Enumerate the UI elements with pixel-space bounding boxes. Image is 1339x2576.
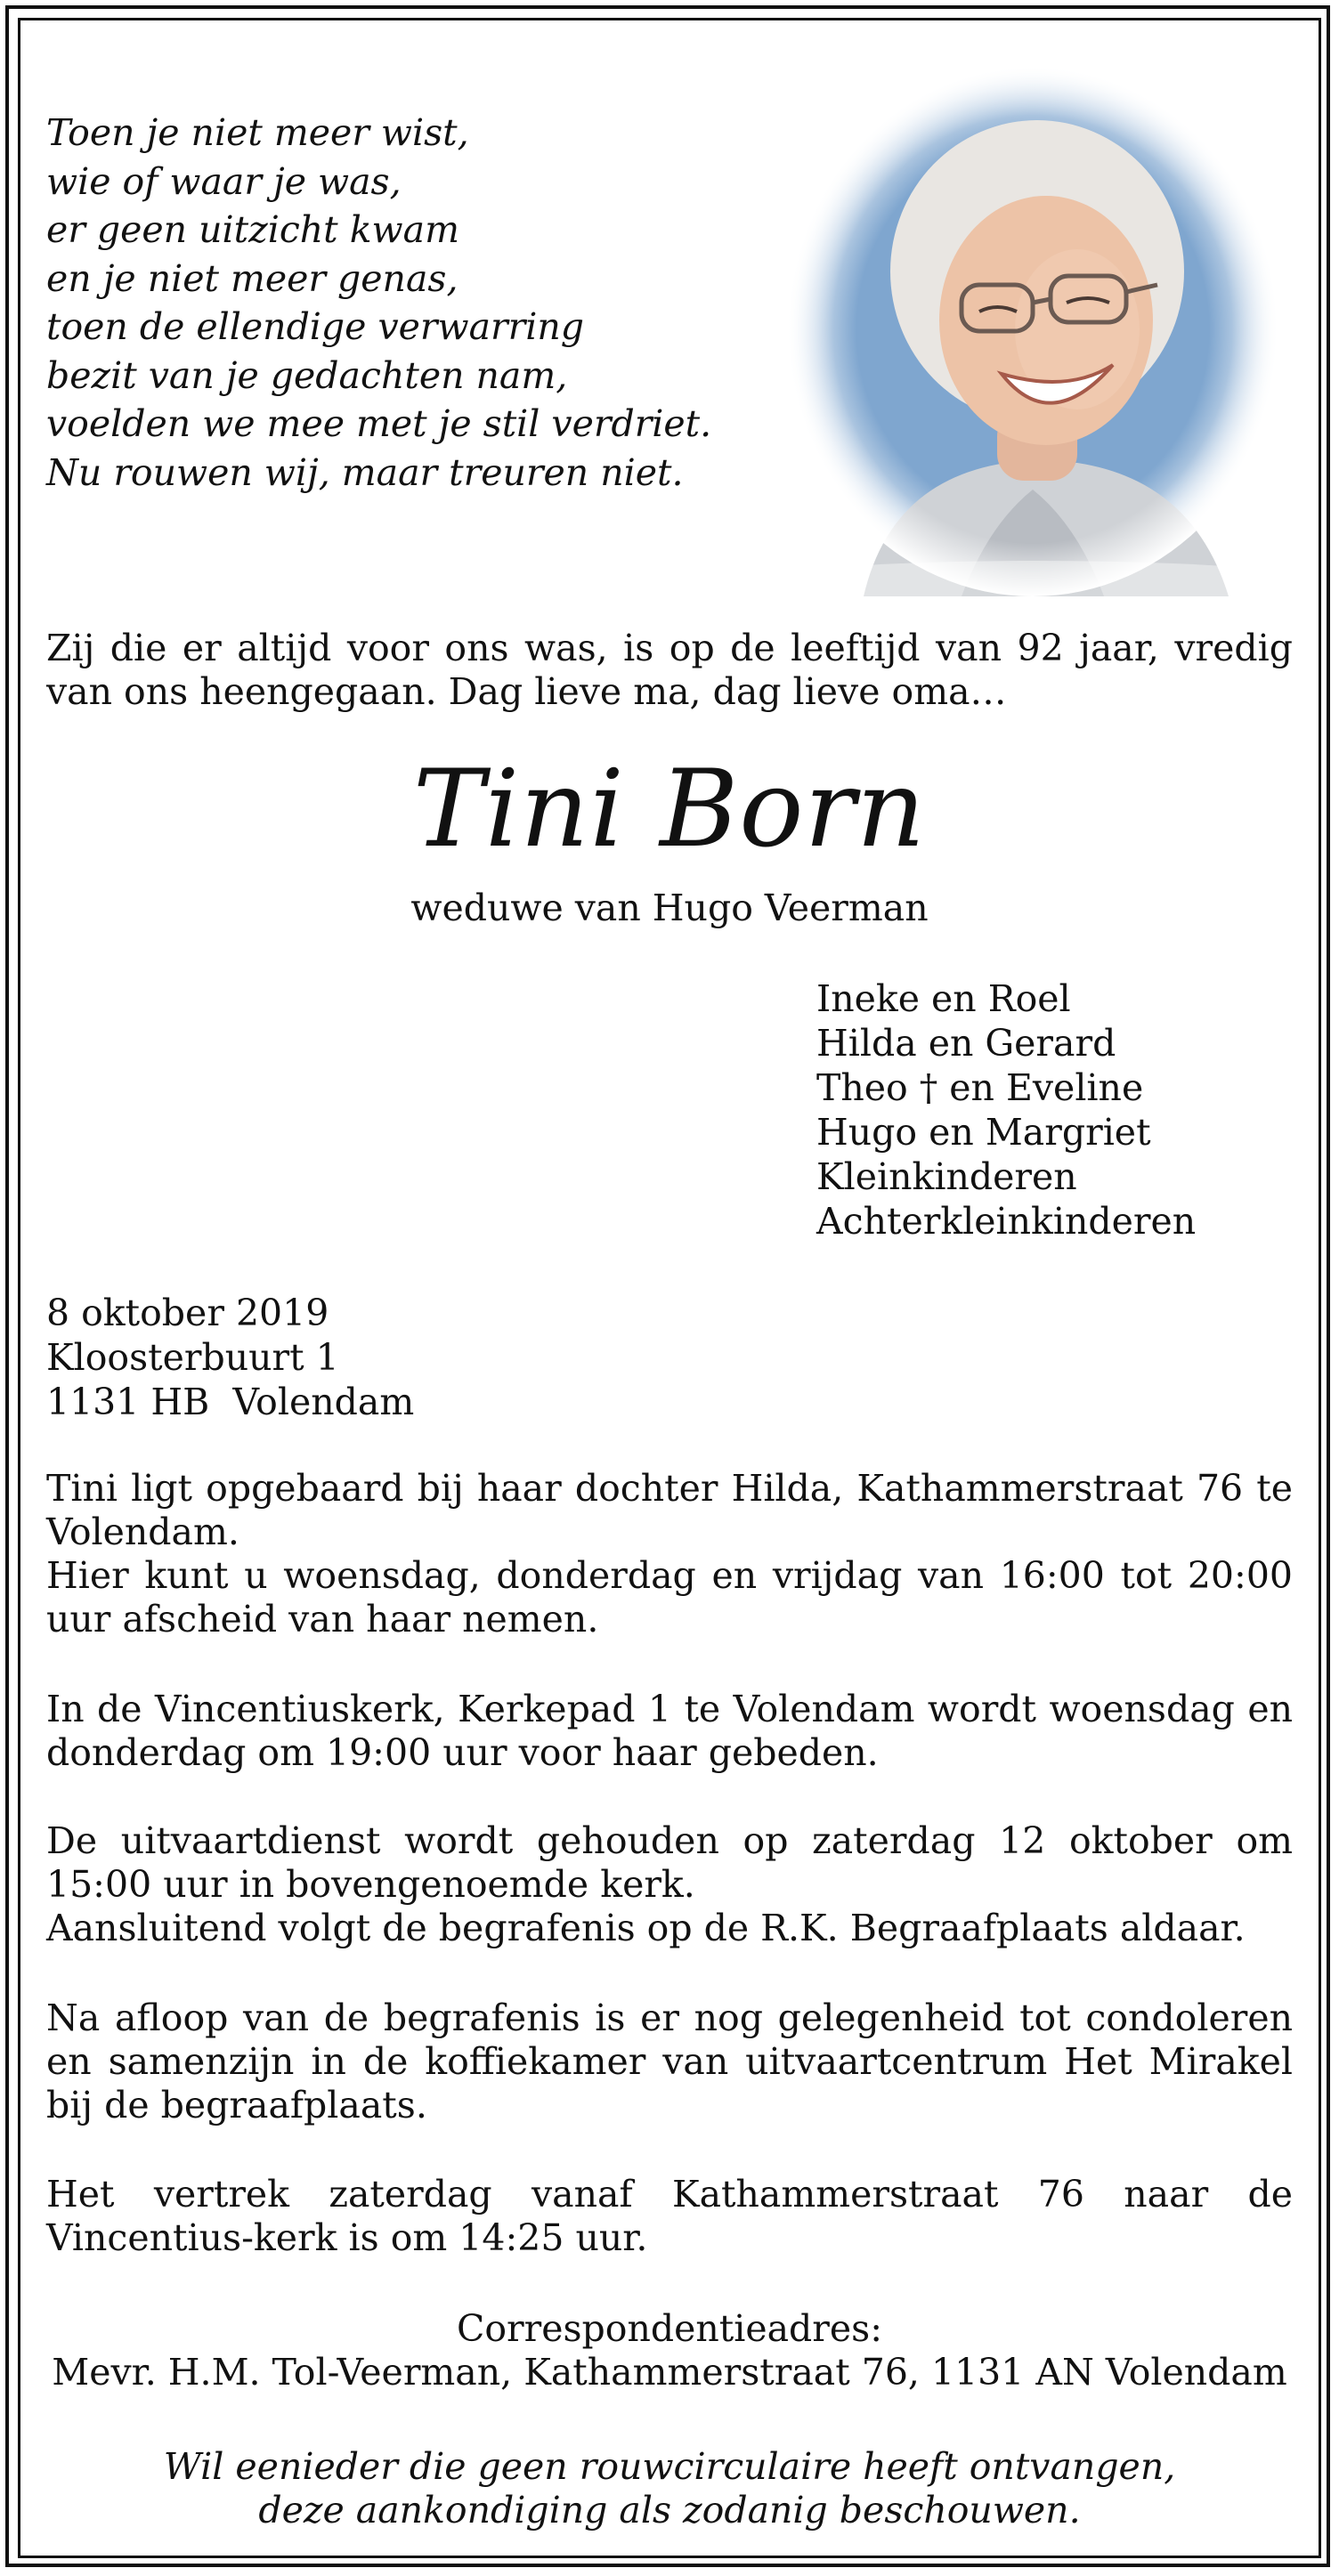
service-paragraph: De uitvaartdienst wordt gehouden op zaterdag 12 oktober om 15:00 uur in bovengenoemde kerk.	[46, 1819, 1293, 1906]
family-member: Ineke en Roel	[816, 977, 1071, 1020]
departure-info	[46, 2173, 1293, 2260]
departure-paragraph: Het vertrek zaterdag vanaf Kathammerstraat 76 naar de Vincentius-kerk is om 14:25 uur.	[46, 2173, 1293, 2259]
deceased-name: Tini Born	[412, 748, 927, 871]
poem-line: en je niet meer genas,	[46, 256, 459, 300]
prayer-paragraph: In de Vincentiuskerk, Kerkepad 1 te Volendam wordt woensdag en donderdag om 19:00 uur voor haar gebeden.	[46, 1688, 1293, 1774]
viewing-info	[46, 1467, 1293, 1641]
viewing-paragraph: Tini ligt opgebaard bij haar dochter Hilda, Kathammerstraat 76 te Volendam.	[46, 1467, 1293, 1553]
service-info	[46, 1819, 1293, 1950]
poem	[46, 109, 776, 497]
closing-line: Wil eenieder die geen rouwcirculaire heeft ontvangen,	[163, 2445, 1176, 2488]
prayer-info	[46, 1688, 1293, 1775]
poem-line: wie of waar je was,	[46, 159, 402, 203]
address-line: 1131 HB Volendam	[46, 1381, 415, 1423]
poem-line: Toen je niet meer wist,	[46, 111, 469, 154]
home-address	[46, 1291, 414, 1424]
family-member: Hugo en Margriet	[816, 1111, 1151, 1154]
address-line: Kloosterbuurt 1	[46, 1336, 339, 1379]
intro-text	[46, 627, 1293, 714]
family-member: Achterkleinkinderen	[816, 1200, 1197, 1243]
family-member: Kleinkinderen	[816, 1155, 1077, 1198]
family-member: Hilda en Gerard	[816, 1022, 1116, 1065]
intro-paragraph: Zij die er altijd voor ons was, is op de leeftijd van 92 jaar, vredig van ons heengegaan. Dag lieve ma, dag lieve oma…	[46, 627, 1293, 713]
poem-line: toen de ellendige verwarring	[46, 305, 584, 348]
viewing-paragraph: Hier kunt u woensdag, donderdag en vrijdag van 16:00 tot 20:00 uur afscheid van haar nemen.	[46, 1554, 1293, 1640]
poem-line: bezit van je gedachten nam,	[46, 353, 568, 397]
condolence-info	[46, 1997, 1293, 2127]
condolence-paragraph: Na afloop van de begrafenis is er nog gelegenheid tot condoleren en samenzijn in de koffiekamer van uitvaartcentrum Het Mirakel bij de begraafplaats.	[46, 1997, 1293, 2126]
portrait-photo	[783, 62, 1282, 596]
family-member: Theo † en Eveline	[816, 1066, 1144, 1109]
poem-line: er geen uitzicht kwam	[46, 208, 459, 251]
correspondence-address: Mevr. H.M. Tol-Veerman, Kathammerstraat 76, 1131 AN Volendam	[52, 2351, 1287, 2394]
poem-line: Nu rouwen wij, maar treuren niet.	[46, 450, 684, 494]
subtitle: weduwe van Hugo Veerman	[410, 887, 929, 929]
family-list	[816, 976, 1196, 1243]
poem-line: voelden we mee met je stil verdriet.	[46, 402, 712, 445]
closing-line: deze aankondiging als zodanig beschouwen.	[258, 2489, 1081, 2531]
correspondence-label: Correspondentieadres:	[456, 2307, 883, 2350]
address-line: 8 oktober 2019	[46, 1292, 329, 1334]
burial-paragraph: Aansluitend volgt de begrafenis op de R.K. Begraafplaats aldaar.	[46, 1907, 1246, 1949]
